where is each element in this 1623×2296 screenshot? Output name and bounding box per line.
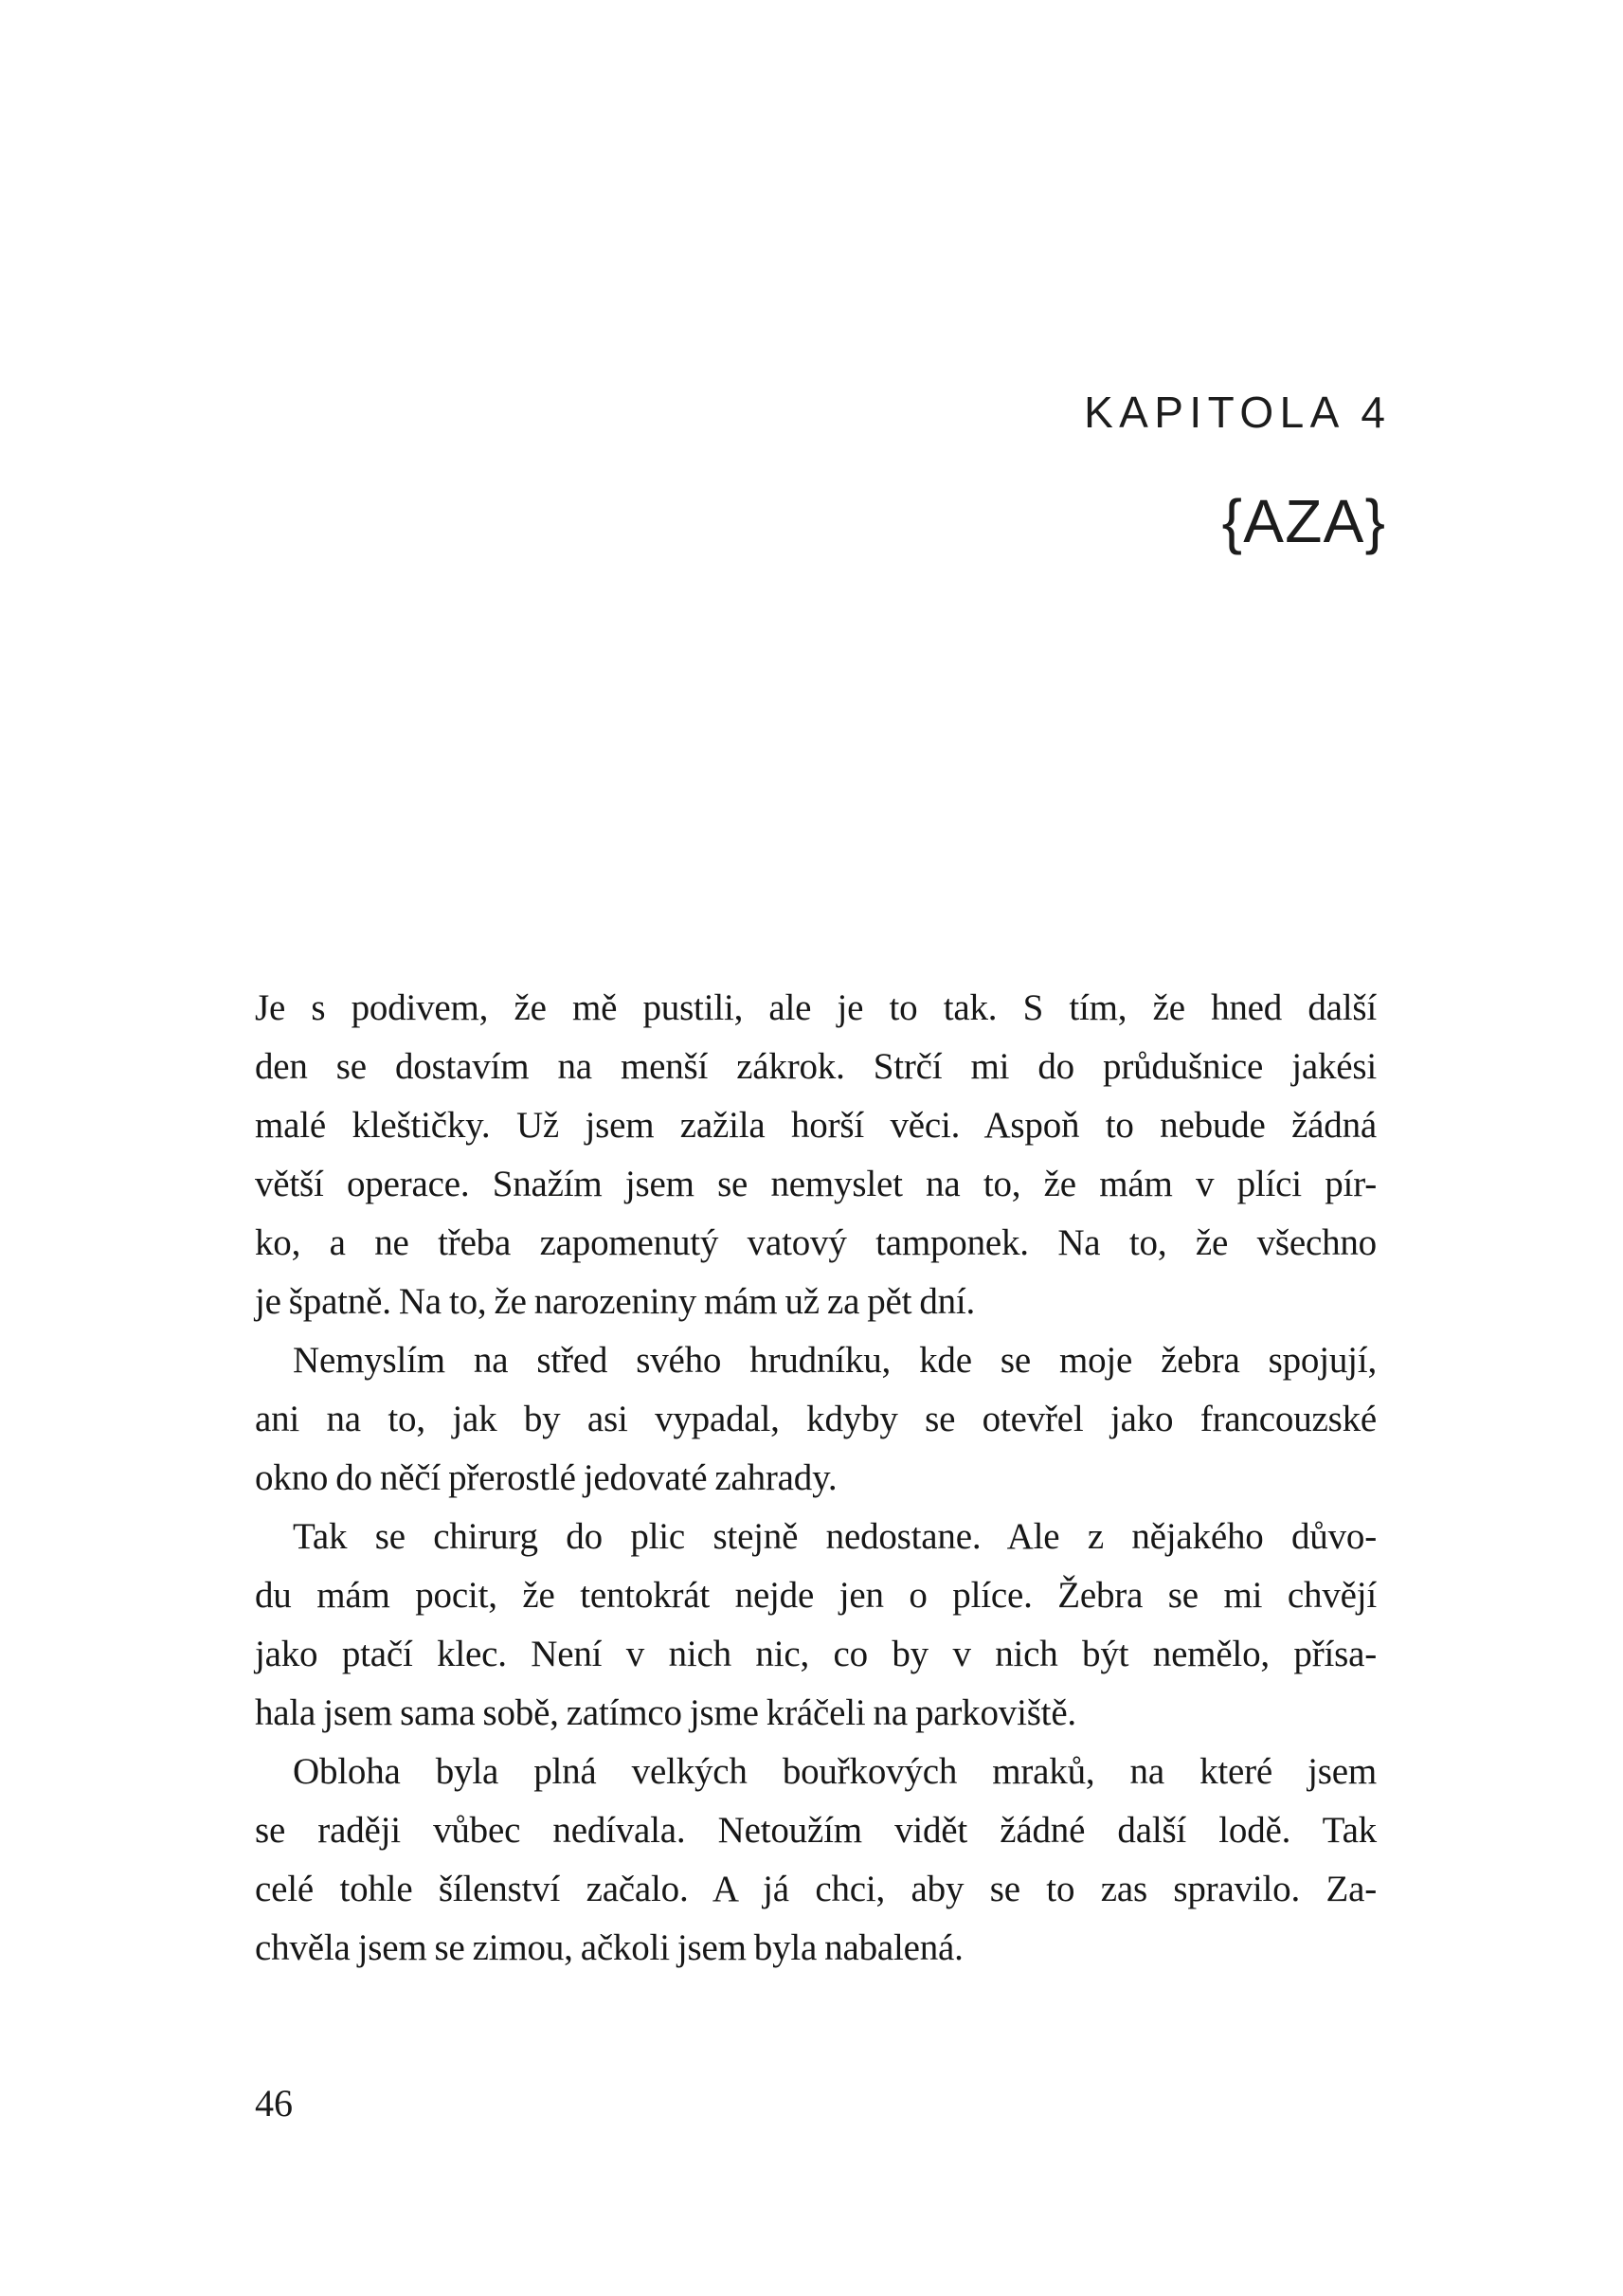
text-line: je špatně. Na to, že narozeniny mám už za pět dní. <box>255 1281 976 1322</box>
text-line: větší operace. Snažím jsem se nemyslet na to, že mám v plíci pír- <box>255 1164 1377 1204</box>
body-text <box>255 979 1377 1978</box>
text-line: ko, a ne třeba zapomenutý vatový tamponek. Na to, že všechno <box>255 1222 1377 1263</box>
text-line: Je s podivem, že mě pustili, ale je to tak. S tím, že hned další <box>255 987 1377 1028</box>
paragraph <box>255 1743 1377 1978</box>
chapter-title: {AZA} <box>1221 487 1387 555</box>
text-line: jako ptačí klec. Není v nich nic, co by v nich být nemělo, přísa- <box>255 1634 1377 1674</box>
text-line: den se dostavím na menší zákrok. Strčí mi do průdušnice jakési <box>255 1046 1377 1087</box>
text-line: Nemyslím na střed svého hrudníku, kde se moje žebra spojují, <box>293 1340 1377 1381</box>
text-line: chvěla jsem se zimou, ačkoli jsem byla nabalená. <box>255 1927 964 1968</box>
paragraph <box>255 1508 1377 1743</box>
text-line: hala jsem sama sobě, zatímco jsme kráčeli na parkoviště. <box>255 1692 1076 1733</box>
text-line: Tak se chirurg do plic stejně nedostane. Ale z nějakého důvo- <box>293 1516 1377 1557</box>
paragraph <box>255 1331 1377 1508</box>
text-line: Obloha byla plná velkých bouřkových mraků, na které jsem <box>293 1751 1377 1792</box>
text-line: se raději vůbec nedívala. Netoužím vidět žádné další lodě. Tak <box>255 1810 1377 1851</box>
text-line: okno do něčí přerostlé jedovaté zahrady. <box>255 1457 838 1498</box>
chapter-number: KAPITOLA 4 <box>1084 388 1392 437</box>
text-line: malé kleštičky. Už jsem zažila horší věci. Aspoň to nebude žádná <box>255 1105 1377 1146</box>
page-number: 46 <box>255 2082 293 2124</box>
text-line: ani na to, jak by asi vypadal, kdyby se otevřel jako francouzské <box>255 1399 1377 1439</box>
text-line: celé tohle šílenství začalo. A já chci, aby se to zas spravilo. Za- <box>255 1869 1377 1909</box>
text-line: du mám pocit, že tentokrát nejde jen o plíce. Žebra se mi chvějí <box>255 1575 1377 1616</box>
paragraph <box>255 979 1377 1331</box>
